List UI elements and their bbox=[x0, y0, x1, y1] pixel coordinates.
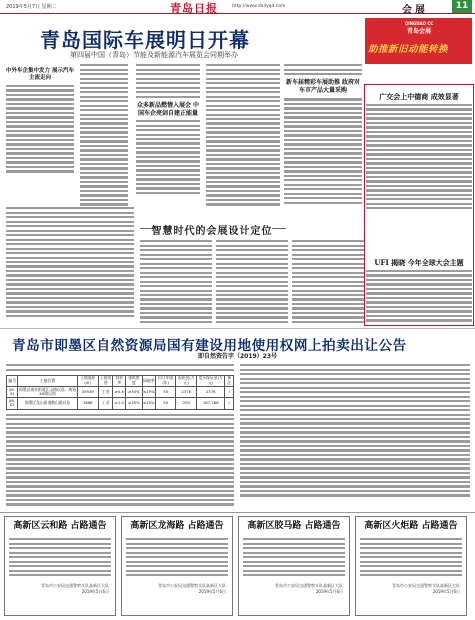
divider bbox=[272, 228, 286, 229]
road-notice-title: 高新区龙海路 占路通告 bbox=[130, 521, 224, 531]
table-header-cell: 绿地率 bbox=[142, 375, 156, 386]
notice-body-text bbox=[6, 364, 234, 371]
table-cell: JM-02 bbox=[7, 398, 18, 409]
road-notice-date: 2019年5月6日 bbox=[198, 588, 226, 594]
main-subheadline: 第四届中国（青岛）节能及新能源汽车展览会同期举办 bbox=[70, 51, 238, 59]
table-header-cell: 备注 bbox=[225, 375, 234, 386]
article-title-mid: 众多新品燃情入展会 中国车企亮剑自建正能量 bbox=[136, 101, 200, 117]
road-notice-signer: 青岛市公安局交通警察支队高新区大队 bbox=[41, 582, 109, 588]
notice-column-right bbox=[240, 362, 470, 499]
article-body-text bbox=[6, 85, 74, 173]
sidebar-title-1: 广交会上中德商 成效显著 bbox=[379, 92, 459, 101]
article-body-text bbox=[136, 120, 200, 194]
road-notice-title: 高新区胶马路 占路通告 bbox=[247, 521, 341, 531]
table-cell: ≥35% bbox=[126, 398, 142, 409]
road-notice-signer: 青岛市公安局交通警察支队高新区大队 bbox=[158, 582, 226, 588]
section-divider bbox=[0, 512, 475, 513]
table-cell: 50 bbox=[156, 398, 176, 409]
road-notice-date: 2019年5月6日 bbox=[315, 588, 343, 594]
table-cell: 35949 bbox=[77, 387, 98, 398]
road-notice-date: 2019年5月6日 bbox=[432, 588, 460, 594]
page-number: 11 bbox=[452, 0, 472, 13]
road-notice-body bbox=[5, 532, 115, 583]
article-title-left: 中外车企集中发力 展示汽车主流走向 bbox=[6, 68, 74, 81]
table-header-cell: 土地位置 bbox=[18, 375, 77, 386]
road-notice-2 bbox=[121, 516, 233, 616]
article-body-text bbox=[292, 240, 364, 323]
article-column-2 bbox=[80, 62, 128, 208]
table-cell: ≤15% bbox=[142, 387, 156, 398]
table-header-cell: 竞买保证金(万元) bbox=[198, 375, 223, 386]
table-cell: 167.786 bbox=[197, 398, 225, 409]
road-notice-date: 2019年5月6日 bbox=[81, 588, 109, 594]
table-header-cell: 编号 bbox=[7, 375, 18, 386]
road-notice-body bbox=[122, 532, 232, 583]
road-notice-signer: 青岛市公安局交通警察支队高新区大队 bbox=[275, 582, 343, 588]
table-header-cell: 土地用途 bbox=[99, 375, 112, 386]
ad-slogan: 助推新旧动能转换 bbox=[368, 44, 449, 55]
article-body-text bbox=[366, 104, 472, 209]
table-header-row bbox=[7, 375, 234, 386]
table-row bbox=[7, 387, 234, 398]
sidebar-column bbox=[366, 88, 472, 212]
masthead bbox=[0, 0, 475, 14]
article-column-5 bbox=[284, 62, 362, 206]
section-divider bbox=[0, 328, 475, 329]
article-column-lower-left bbox=[6, 205, 134, 319]
article-body-text bbox=[216, 240, 288, 323]
article-body-text bbox=[284, 98, 362, 203]
advertisement bbox=[365, 18, 472, 64]
table-cell: 209 bbox=[176, 398, 197, 409]
notice-body-text bbox=[6, 414, 234, 506]
table-cell: 即墨区龙山街道鹤山路以东 bbox=[18, 398, 77, 409]
table-cell: 50 bbox=[156, 387, 176, 398]
article-column-1 bbox=[6, 62, 74, 175]
feature-title: 智慧时代的会展设计定位 bbox=[151, 226, 273, 237]
road-notice-body bbox=[239, 532, 349, 583]
table-cell: 工业 bbox=[99, 387, 113, 398]
main-headline: 青岛国际车展明日开幕 bbox=[40, 28, 250, 52]
article-body-text bbox=[140, 240, 212, 323]
road-notice-4 bbox=[355, 516, 467, 616]
table-cell: ≥30% bbox=[126, 387, 142, 398]
table-row bbox=[7, 398, 234, 409]
article-title-right: 新车届精彩车展助推 政府对车市产品大量采购 bbox=[285, 79, 361, 95]
notice-headline: 青岛市即墨区自然资源局国有建设用地使用权网上拍卖出让公告 bbox=[12, 338, 407, 354]
table-cell: 即墨区南泉街道江山路以西、规划XX路以南 bbox=[18, 386, 76, 397]
table-cell: / bbox=[225, 387, 234, 398]
table-header-cell: 土地面积(㎡) bbox=[77, 375, 98, 386]
road-notice-title: 高新区火炬路 占路通告 bbox=[364, 521, 458, 531]
road-notice-1 bbox=[4, 516, 116, 616]
road-notice-body bbox=[356, 532, 466, 583]
table-cell: / bbox=[225, 398, 234, 409]
road-notice-signer: 青岛市公安局交通警察支队高新区大队 bbox=[392, 582, 460, 588]
article-body-text bbox=[284, 64, 362, 75]
ad-brand-name: 青岛会展 bbox=[406, 28, 431, 35]
table-cell: ≤15% bbox=[142, 398, 156, 409]
table-cell: ≥0.8 bbox=[113, 387, 126, 398]
table-header-cell: 容积率 bbox=[113, 375, 126, 386]
newspaper-logo: 青岛日报 bbox=[170, 2, 218, 15]
table-cell: 2376 bbox=[197, 387, 225, 398]
table-cell: 1868 bbox=[77, 398, 98, 409]
article-body-text bbox=[366, 270, 472, 322]
road-notice-3 bbox=[238, 516, 350, 616]
website-url[interactable]: http://www.dailyqd.com bbox=[232, 4, 286, 9]
feature-column-3 bbox=[292, 238, 364, 325]
notice-column-left bbox=[6, 362, 234, 508]
table-cell: ≥1.0 bbox=[113, 398, 126, 409]
land-parcel-table bbox=[6, 375, 234, 410]
table-cell: 2376 bbox=[176, 387, 197, 398]
section-name: 会展 bbox=[402, 5, 428, 16]
road-notice-title: 高新区云和路 占路通告 bbox=[13, 521, 107, 531]
article-body-text bbox=[206, 64, 280, 205]
ad-brand-top: QINGDAO CC bbox=[404, 21, 434, 26]
notice-number: 即自然资告字（2019）23号 bbox=[197, 353, 278, 360]
feature-column-2 bbox=[216, 238, 288, 325]
article-column-4 bbox=[206, 62, 280, 208]
ad-brand-logo bbox=[395, 21, 443, 35]
table-header-cell: 建筑密度 bbox=[126, 375, 142, 386]
table-header-cell: 出让年限(年) bbox=[156, 375, 176, 386]
article-body-text bbox=[6, 207, 134, 317]
table-cell: 工业 bbox=[99, 398, 113, 409]
article-body-text bbox=[80, 64, 128, 205]
sidebar-column-2 bbox=[366, 258, 472, 324]
feature-column-1 bbox=[140, 238, 212, 325]
article-body-text bbox=[136, 64, 200, 98]
sidebar-title-2: UFI 揭晓 今年全球大会主题 bbox=[374, 258, 464, 267]
article-column-3 bbox=[136, 62, 200, 196]
table-cell: JM-01 bbox=[7, 387, 18, 398]
issue-date: 2019年5月7日 星期二 bbox=[6, 4, 57, 10]
notice-body-text bbox=[240, 364, 470, 496]
table-header-cell: 起始价(万元) bbox=[176, 375, 197, 386]
